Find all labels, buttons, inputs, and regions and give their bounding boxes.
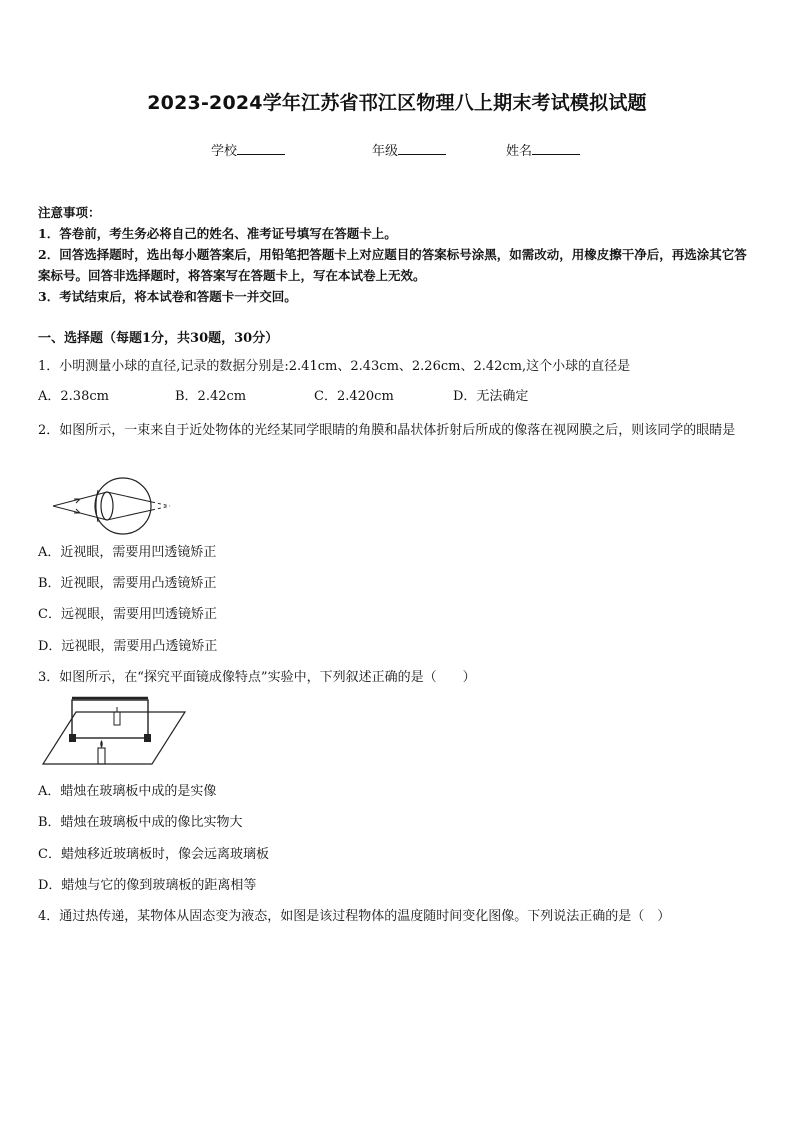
refracted-ray-bottom (107, 510, 152, 520)
question-2-option-d: D．远视眼，需要用凸透镜矫正 (38, 639, 218, 654)
school-field (211, 140, 285, 159)
exam-title: 2023-2024学年江苏省邗江区物理八上期末考试模拟试题 (147, 92, 647, 114)
question-3-option-b: B．蜡烛在玻璃板中成的像比实物大 (38, 815, 243, 830)
question-3-stem: 3．如图所示，在“探究平面镜成像特点”实验中，下列叙述正确的是（ ） (38, 670, 476, 685)
grade-blank (398, 142, 446, 155)
question-2-option-a: A．近视眼，需要用凹透镜矫正 (38, 545, 217, 560)
extended-ray-bottom (152, 506, 170, 510)
notes-section (38, 202, 758, 307)
question-2-option-c: C．远视眼，需要用凹透镜矫正 (38, 607, 217, 622)
question-1-option-c: C．2.420cm (314, 389, 394, 404)
question-2-stem: 2．如图所示，一束来自于近处物体的光经某同学眼睛的角膜和晶状体折射后所成的像落在视网膜之后，则该同学的眼睛是 (38, 423, 736, 438)
note-item-1: 1．答卷前，考生务必将自己的姓名、准考证号填写在答题卡上。 (38, 226, 397, 241)
question-2-option-b: B．近视眼，需要用凸透镜矫正 (38, 576, 217, 591)
name-blank (532, 142, 580, 155)
question-3-option-a: A．蜡烛在玻璃板中成的是实像 (38, 784, 217, 799)
question-3-option-c: C．蜡烛移近玻璃板时，像会远离玻璃板 (38, 847, 269, 862)
grade-field (372, 140, 446, 159)
school-label: 学校 (211, 144, 238, 159)
question-3-option-d: D．蜡烛与它的像到玻璃板的距离相等 (38, 878, 257, 893)
extended-ray-top (152, 502, 170, 506)
eyeball (95, 478, 151, 534)
stand-left (69, 734, 76, 742)
glass-plate (72, 700, 148, 738)
candle-image (114, 712, 120, 725)
question-1-stem: 1．小明测量小球的直径,记录的数据分别是:2.41cm、2.43cm、2.26cm、2.42cm,这个小球的直径是 (38, 359, 631, 374)
mirror-experiment-diagram (40, 694, 190, 768)
grade-label: 年级 (372, 144, 399, 159)
eye-diagram (50, 476, 180, 536)
name-field (506, 140, 580, 159)
note-item-3: 3．考试结束后，将本试卷和答题卡一并交回。 (38, 289, 297, 304)
question-1-option-b: B．2.42cm (175, 389, 247, 404)
candle-flame (100, 740, 103, 748)
question-4-stem: 4．通过热传递，某物体从固态变为液态，如图是该过程物体的温度随时间变化图像。下列说法正确的是（ ） (38, 909, 671, 924)
refracted-ray-top (107, 492, 152, 502)
notes-heading: 注意事项： (38, 205, 101, 220)
question-1-option-d: D．无法确定 (453, 389, 529, 404)
name-label: 姓名 (506, 144, 533, 159)
lens (101, 492, 113, 520)
stand-right (144, 734, 151, 742)
question-1-option-a: A．2.38cm (38, 389, 109, 404)
section-heading: 一、选择题（每题1分，共30题，30分） (38, 331, 279, 346)
note-item-2: 2．回答选择题时，选出每小题答案后，用铅笔把答题卡上对应题目的答案标号涂黑，如需改动，用橡皮擦干净后，再选涂其它答案标号。回答非选择题时，将答案写在答题卡上，写在本试卷上无效。 (38, 247, 747, 283)
school-blank (237, 142, 285, 155)
candle (98, 748, 105, 764)
